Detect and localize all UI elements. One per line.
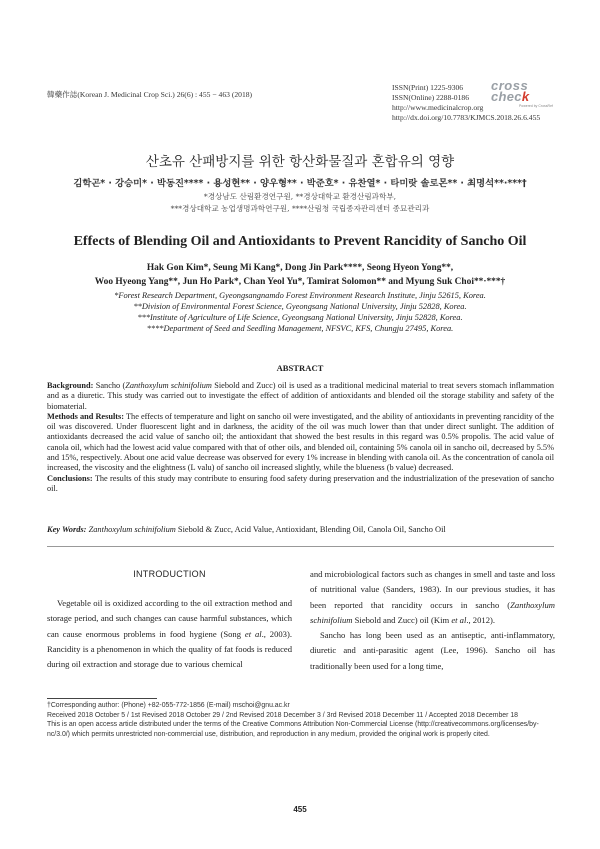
- english-affiliations: [0, 290, 600, 334]
- abstract-conclusions: Conclusions: The results of this study may contribute to ensuring food safety during preservation and the industrialization of the presevation of sancho oil.: [47, 473, 554, 493]
- journal-citation: 韓藥作誌(Korean J. Medicinal Crop Sci.) 26(6) : 455 − 463 (2018): [47, 90, 253, 99]
- license-text: This is an open access article distributed under the terms of the Creative Commons Attribution Non-Commercial License (http://creativecommons.org/licenses/by-nc/3.0/) which permits unrestricted non-commercial use, distribution, and reproduction in any medium, provided the original work is properly cited.: [47, 721, 539, 738]
- english-authors-line1: Hak Gon Kim*, Seung Mi Kang*, Dong Jin Park****, Seong Hyeon Yong**,: [146, 263, 454, 273]
- intro-left-column: [47, 568, 292, 672]
- english-aff-line3: ***Institute of Agriculture of Life Science, Gyeongsang National University, Jinju 52828, Korea.: [137, 313, 463, 322]
- english-aff-line2: **Division of Environmental Forest Science, Gyeongsang National University, Jinju 52828, Korea.: [133, 302, 467, 311]
- abstract-methods: Methods and Results: The effects of temperature and light on sancho oil were investigated, and the ability of antioxidants in preventing rancidity of the oil was discovered. Under fluorescent light and in darkness, the acidity of the oil was much lower than that under direct sunlight. The addition of antioxidants decreased the acid value of sancho oil; the antioxidant that showed the best results in this regard was 0.5% propolis. The acid value of canola oil, which had the lowest acid value compared with that of other oils, and blended oil, containing 5% canola oil in sancho oil, decreased by 5.5% and 15%, respectively. About one acid value decrease was observed for every 1% increase in blending with canola oil. As the concentration of canola oil increased, the viscosity and the elightness (L valu) of sancho oil increased slightly, while the blueness (b value) decreased.: [47, 411, 554, 473]
- introduction-heading: INTRODUCTION: [133, 569, 206, 579]
- english-authors-line2: Woo Hyeong Yang**, Jun Ho Park*, Chan Yeol Yu*, Tamirat Solomon** and Myung Suk Choi**·***†: [94, 276, 506, 287]
- issn-online: ISSN(Online) 2288-0186: [392, 93, 469, 102]
- keywords: Key Words: Zanthoxylum schinifolium Siebold & Zucc, Acid Value, Antioxidant, Blending Oil, Canola Oil, Sancho Oil: [47, 525, 446, 534]
- intro-paragraph-2: Sancho has long been used as an antiseptic, anti-inflammatory, diuretic and anti-parasitic agent (Lee, 1996). Sancho oil has traditionally been used for a long time,: [310, 630, 555, 671]
- korean-affiliations: [0, 191, 600, 214]
- korean-aff-line1: *경상남도 산림환경연구원, **경상대학교 환경산림과학부,: [203, 192, 397, 201]
- keywords-divider: [47, 546, 554, 547]
- journal-url[interactable]: http://www.medicinalcrop.org: [392, 103, 484, 112]
- crossmark-sub: Powered by CrossRef: [518, 104, 553, 108]
- page-number: 455: [293, 805, 307, 814]
- intro-paragraph-1: Vegetable oil is oxidized according to the oil extraction method and storage period, and such changes can cause harmful substances, which can cause enormous problems in food hygiene (Song et al., 2003). Rancidity is a phenomenon in which the quality of fat foods is reduced during oil extraction and storage due to various chemical: [47, 598, 292, 670]
- korean-title: 산초유 산패방지를 위한 항산화물질과 혼합유의 영향: [145, 154, 455, 170]
- crossmark-line2: check: [491, 89, 530, 104]
- abstract-body: [47, 381, 554, 494]
- abstract-background: Background: Sancho (Zanthoxylum schinifolium Siebold and Zucc) oil is used as a traditional medicinal material to treat severs stomach inflammation and as a diuretic. This study was carried out to investigate the effect of addition of antioxidants and blended oil the storage stability and safety of the biomaterial.: [47, 381, 555, 411]
- abstract-heading: ABSTRACT: [276, 363, 324, 373]
- intro-paragraph-1-cont: and microbiological factors such as changes in smell and taste and loss of nutritional value (Sanders, 1983). In our previous studies, it has been reported that rancidity occurs in sancho (Zanthoxylum schinifolium Siebold and Zucc) oil (Kim et al., 2012).: [310, 569, 555, 625]
- issn-print: ISSN(Print) 1225-9306: [392, 83, 464, 92]
- crossmark-logo[interactable]: [491, 80, 553, 107]
- intro-right-column: [310, 567, 555, 674]
- korean-aff-line2: ***경상대학교 농업생명과학연구원, ****산림청 국립종자관리센터 종묘관리과: [170, 203, 430, 213]
- received-dates: Received 2018 October 5 / 1st Revised 2018 October 29 / 2nd Revised 2018 December 3 / 3rd Revised 2018 December 11 / Accepted 2018 December 18: [47, 711, 519, 719]
- english-aff-line1: *Forest Research Department, Gyeongsangnamdo Forest Environment Research Institute, Jinju 52615, Korea.: [114, 291, 486, 300]
- corresponding-author: †Corresponding author: (Phone) +82-055-772-1856 (E-mail) mschoi@gnu.ac.kr: [47, 702, 290, 709]
- korean-authors: 김학곤* · 강승미* · 박동진**** · 용성현** · 양우형** · 박준호* · 유찬열* · 타미랏 솔로몬** · 최명석**·***†: [73, 178, 527, 189]
- footnotes: [47, 701, 557, 739]
- doi-link[interactable]: http://dx.doi.org/10.7783/KJMCS.2018.26.6.455: [392, 113, 541, 122]
- crossmark-line1: cross: [491, 78, 529, 93]
- footnote-rule: [47, 698, 157, 699]
- english-aff-line4: ****Department of Seed and Seedling Management, NFSVC, KFS, Chungju 27495, Korea.: [146, 324, 454, 333]
- english-authors: [0, 262, 600, 289]
- english-title: Effects of Blending Oil and Antioxidants to Prevent Rancidity of Sancho Oil: [73, 234, 527, 249]
